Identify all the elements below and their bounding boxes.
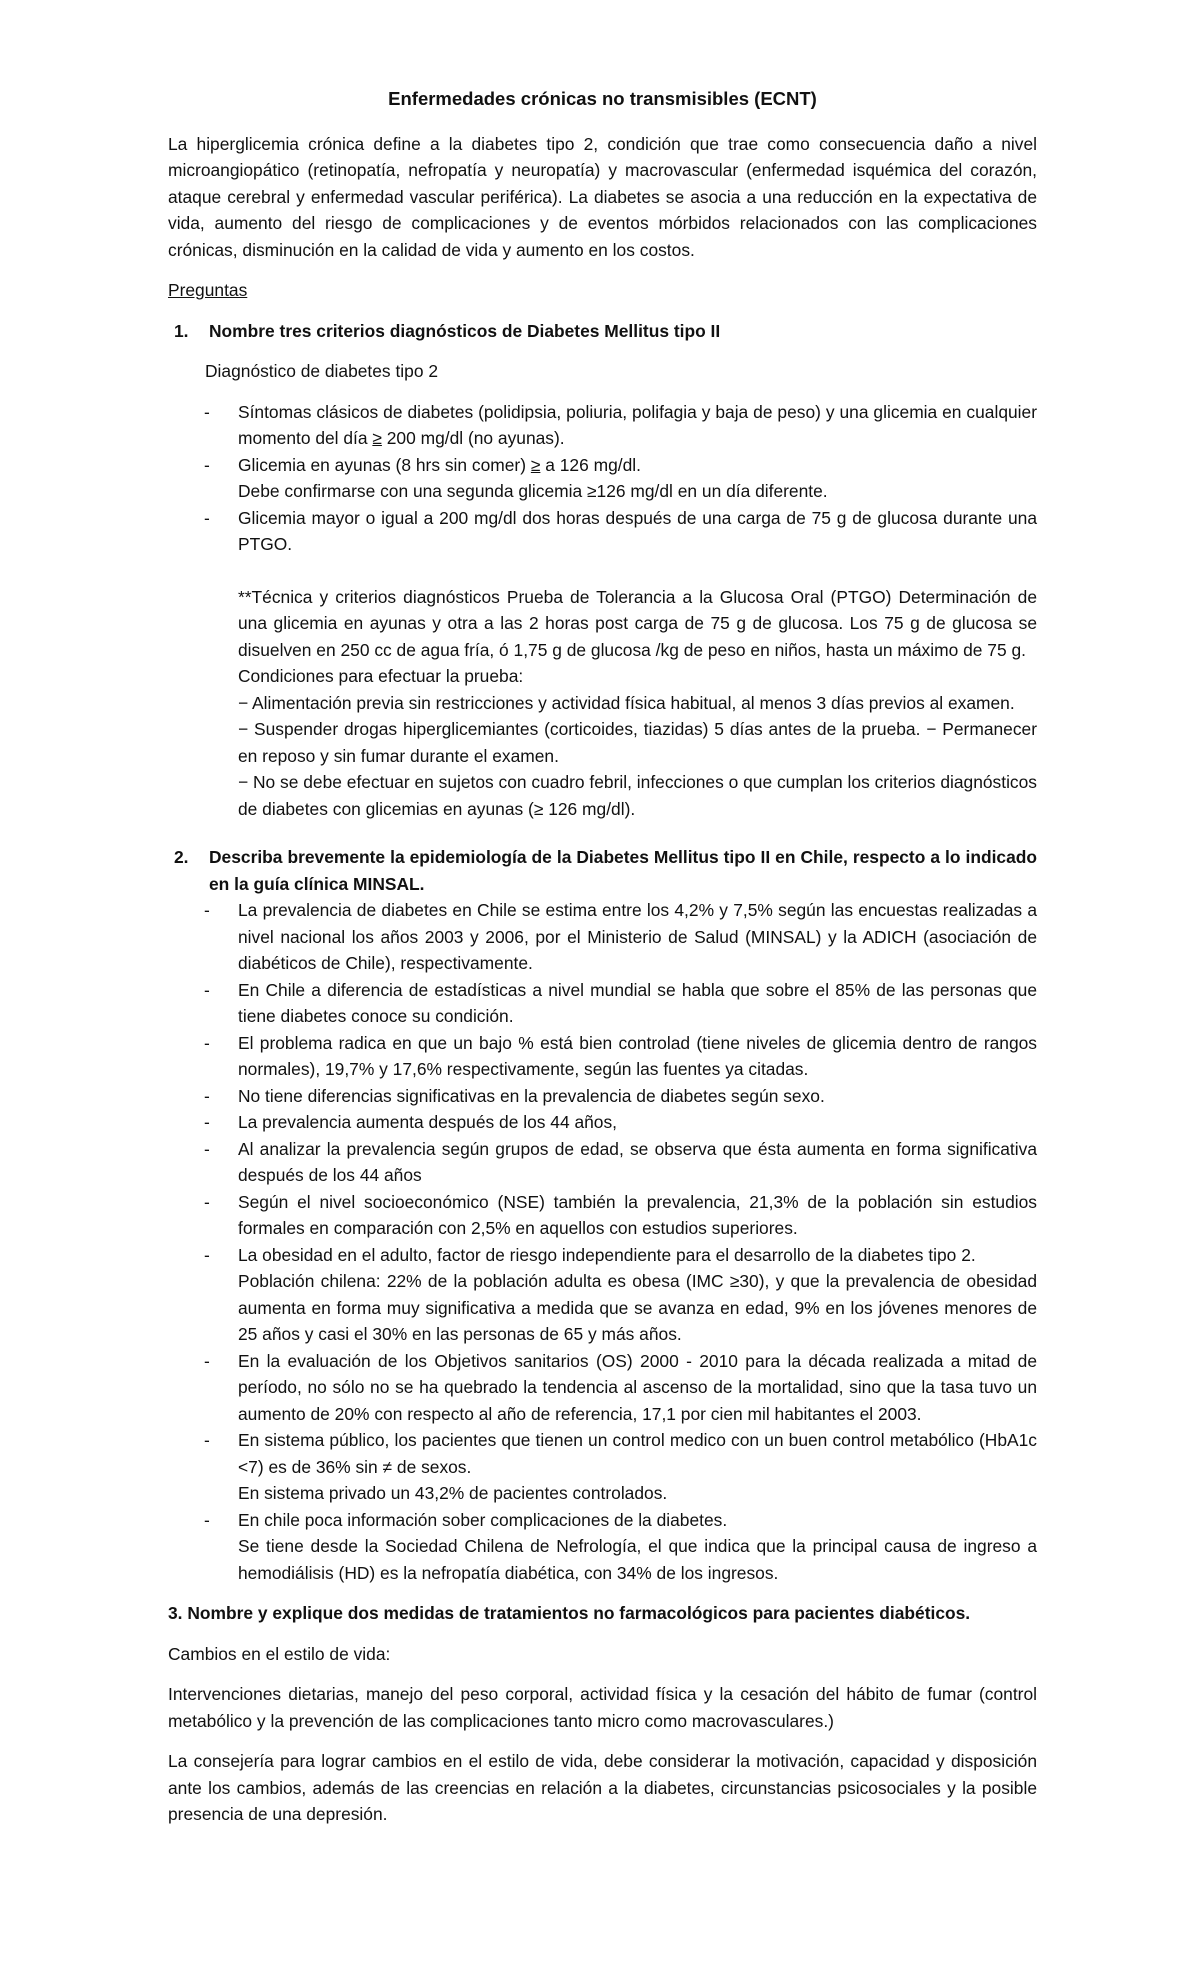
- question-1-number: 1.: [174, 320, 189, 341]
- conditions-label: Condiciones para efectuar la prueba:: [238, 666, 524, 686]
- question-2: [168, 844, 1037, 897]
- list-item-text: Al analizar la prevalencia según grupos de edad, se observa que ésta aumenta en forma significativa después de los 44 años: [238, 1138, 1037, 1185]
- condition-item: − No se debe efectuar en sujetos con cuadro febril, infecciones o que cumplan los criterios diagnósticos de diabetes con glicemias en ayunas (≥ 126 mg/dl).: [238, 772, 1037, 819]
- dash-bullet: -: [204, 1032, 210, 1053]
- epidemiology-list: [168, 897, 1037, 1586]
- question-2-number: 2.: [174, 847, 189, 867]
- lifestyle-label: Cambios en el estilo de vida:: [168, 1643, 391, 1664]
- list-item-text: No tiene diferencias significativas en la prevalencia de diabetes según sexo.: [238, 1085, 825, 1106]
- dash-bullet: -: [204, 1430, 210, 1450]
- diagnosis-subheading: Diagnóstico de diabetes tipo 2: [205, 361, 438, 381]
- list-item-text: En sistema público, los pacientes que tienen un control medico con un buen control metabólico (HbA1c <7) es de 36% sin ≠ de sexos.: [238, 1430, 1037, 1477]
- list-item-text: Síntomas clásicos de diabetes (polidipsia, poliuria, polifagia y baja de peso) y una glicemia en cualquier momento del día ≥ 200 mg/dl (no ayunas).: [238, 401, 1037, 448]
- list-item: [168, 1136, 1037, 1189]
- list-item-text: Glicemia en ayunas (8 hrs sin comer) ≥ a 126 mg/dl.: [238, 454, 641, 475]
- list-item-text: La obesidad en el adulto, factor de riesgo independiente para el desarrollo de la diabetes tipo 2.: [238, 1244, 976, 1265]
- document-title: Enfermedades crónicas no transmisibles (ECNT): [388, 88, 817, 109]
- list-item: [168, 1427, 1037, 1507]
- condition-item: − Suspender drogas hiperglicemiantes (corticoides, tiazidas) 5 días antes de la prueba. − Permanecer en reposo y sin fumar durante el examen.: [238, 719, 1037, 766]
- question-2-text: Describa brevemente la epidemiología de la Diabetes Mellitus tipo II en Chile, respecto a lo indicado en la guía clínica MINSAL.: [209, 847, 1037, 894]
- question-3-text: 3. Nombre y explique dos medidas de tratamientos no farmacológicos para pacientes diabéticos.: [168, 1603, 971, 1623]
- list-item-text: La prevalencia aumenta después de los 44 años,: [238, 1112, 617, 1132]
- dash-bullet: -: [204, 507, 210, 528]
- dash-bullet: -: [204, 1191, 210, 1212]
- intro-paragraph: La hiperglicemia crónica define a la diabetes tipo 2, condición que trae como consecuencia daño a nivel microangiopático (retinopatía, nefropatía y neuropatía) y macrovascular (enfermedad isquémica del corazón, ataque cerebral y enfermedad vascular periférica). La diabetes se asocia a una reducción en la expectativa de vida, aumento del riesgo de complicaciones y de eventos mórbidos relacionados con las complicaciones crónicas, disminución en la calidad de vida y aumento en los costos.: [168, 133, 1037, 260]
- list-item: [168, 897, 1037, 977]
- dash-bullet: -: [204, 1085, 210, 1106]
- lifestyle-interventions: Intervenciones dietarias, manejo del peso corporal, actividad física y la cesación del hábito de fumar (control metabólico y la prevención de las complicaciones tanto micro como macrovasculares.): [168, 1684, 1037, 1731]
- list-item: [168, 977, 1037, 1030]
- list-item: [168, 505, 1037, 558]
- list-item-text: El problema radica en que un bajo % está bien controlad (tiene niveles de glicemia dentro de rangos normales), 19,7% y 17,6% respectivamente, según las fuentes ya citadas.: [238, 1032, 1037, 1079]
- dash-bullet: -: [204, 401, 210, 422]
- list-item-text: En sistema privado un 43,2% de pacientes controlados.: [238, 1483, 668, 1503]
- dash-bullet: -: [204, 1244, 210, 1265]
- dash-bullet: -: [204, 454, 210, 475]
- condition-item: − Alimentación previa sin restricciones y actividad física habitual, al menos 3 días previos al examen.: [238, 692, 1015, 713]
- list-item: [168, 1189, 1037, 1242]
- list-item-text: Según el nivel socioeconómico (NSE) también la prevalencia, 21,3% de la población sin estudios formales en comparación con 2,5% en aquellos con estudios superiores.: [238, 1191, 1037, 1238]
- list-item-text: Población chilena: 22% de la población adulta es obesa (IMC ≥30), y que la prevalencia de obesidad aumenta en forma muy significativa a medida que se avanza en edad, 9% en los jóvenes menores de 25 años y casi el 30% en las personas de 65 y más años.: [238, 1271, 1037, 1344]
- list-item: [168, 1348, 1037, 1428]
- list-item-text: Glicemia mayor o igual a 200 mg/dl dos horas después de una carga de 75 g de glucosa durante una PTGO.: [238, 507, 1037, 554]
- ptgo-technique-block: [168, 558, 1037, 823]
- list-item: [168, 1109, 1037, 1136]
- preguntas-heading: Preguntas: [168, 280, 248, 300]
- dash-bullet: -: [204, 1509, 210, 1530]
- list-item-text: En chile poca información sober complicaciones de la diabetes.: [238, 1509, 728, 1530]
- dash-bullet: -: [204, 900, 210, 920]
- question-1-text: Nombre tres criterios diagnósticos de Diabetes Mellitus tipo II: [209, 320, 721, 341]
- list-item: [168, 1242, 1037, 1348]
- list-item: [168, 1507, 1037, 1587]
- dash-bullet: -: [204, 1138, 210, 1159]
- question-1: [168, 318, 1037, 345]
- list-item: [168, 452, 1037, 505]
- diagnosis-list: [168, 399, 1037, 558]
- dash-bullet: -: [204, 1112, 210, 1132]
- list-item: [168, 399, 1037, 452]
- list-item-text: Debe confirmarse con una segunda glicemia ≥126 mg/dl en un día diferente.: [238, 481, 828, 501]
- list-item-text: La prevalencia de diabetes en Chile se estima entre los 4,2% y 7,5% según las encuestas realizadas a nivel nacional los años 2003 y 2006, por el Ministerio de Salud (MINSAL) y la ADICH (asociación de diabéticos de Chile), respectivamente.: [238, 900, 1037, 973]
- dash-bullet: -: [204, 1350, 210, 1371]
- list-item: [168, 1083, 1037, 1110]
- list-item: [168, 1030, 1037, 1083]
- list-item-text: En Chile a diferencia de estadísticas a nivel mundial se habla que sobre el 85% de las personas que tiene diabetes conoce su condición.: [238, 979, 1037, 1026]
- dash-bullet: -: [204, 979, 210, 1000]
- counseling-paragraph: La consejería para lograr cambios en el estilo de vida, debe considerar la motivación, capacidad y disposición ante los cambios, además de las creencias en relación a la diabetes, circunstancias psicosociales y la posible presencia de una depresión.: [168, 1751, 1037, 1824]
- ptgo-technique-text: **Técnica y criterios diagnósticos Prueba de Tolerancia a la Glucosa Oral (PTGO) Determinación de una glicemia en ayunas y otra a las 2 horas post carga de 75 g de glucosa. Los 75 g de glucosa se disuelven en 250 cc de agua fría, ó 1,75 g de glucosa /kg de peso en niños, hasta un máximo de 75 g.: [238, 586, 1037, 660]
- list-item-text: Se tiene desde la Sociedad Chilena de Nefrología, el que indica que la principal causa de ingreso a hemodiálisis (HD) es la nefropatía diabética, con 34% de los ingresos.: [238, 1536, 1037, 1583]
- list-item-text: En la evaluación de los Objetivos sanitarios (OS) 2000 - 2010 para la década realizada a mitad de período, no sólo no se ha quebrado la tendencia al ascenso de la mortalidad, sino que la tasa tuvo un aumento de 20% con respecto al año de referencia, 17,1 por cien mil habitantes el 2003.: [238, 1350, 1037, 1424]
